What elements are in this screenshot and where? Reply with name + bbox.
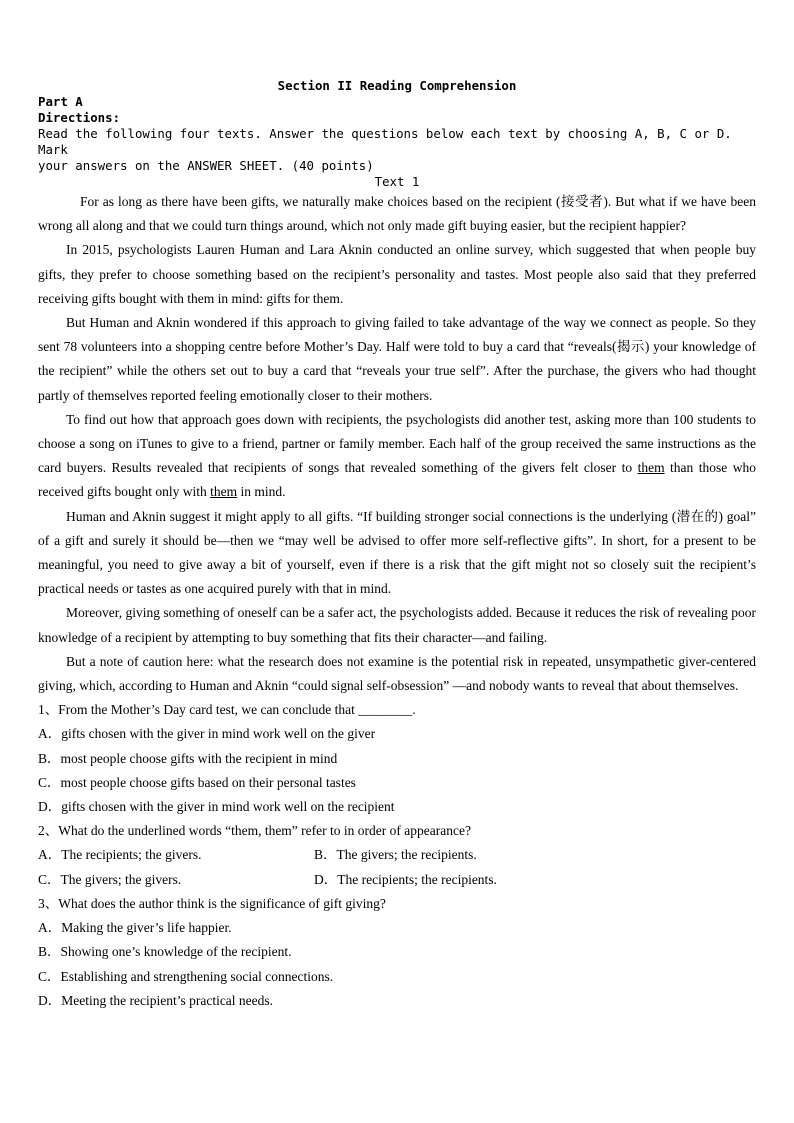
underlined-word: them (637, 460, 665, 476)
section-title: Section II Reading Comprehension (277, 78, 517, 93)
paragraph: Moreover, giving something of oneself can be a safer act, the psychologists added. Because it reduces the risk of revealing poor knowledge of a recipient by attempting to buy something that fits their character—and failing. (38, 605, 756, 645)
underlined-word: them (210, 484, 238, 500)
option-c: C．most people choose gifts based on their personal tastes (38, 774, 356, 790)
option-d: D．Meeting the recipient’s practical needs. (38, 992, 274, 1008)
option-row (38, 868, 756, 892)
paragraph: In 2015, psychologists Lauren Human and Lara Aknin conducted an online survey, which suggested that when people buy gifts, they prefer to choose something based on the recipient’s personality and tastes. Most people also said that they preferred receiving gifts bought with them in mind: gifts for them. (38, 242, 756, 306)
question-stem: 2、What do the underlined words “them, them” refer to in order of appearance? (38, 823, 471, 839)
directions-line-1: Read the following four texts. Answer the questions below each text by choosing A, B, C or D. Mark (38, 126, 732, 157)
question-2 (38, 819, 756, 892)
option-d: D．gifts chosen with the giver in mind work well on the recipient (38, 799, 395, 815)
option-c: C．The givers; the givers. (38, 871, 182, 887)
paragraph-text: To find out how that approach goes down with recipients, the psychologists did another test, asking more than 100 students to choose a song on iTunes to give to a friend, partner or family member. Each half of the group received the same instructions as the card buyers. Results revealed that recipients of songs that revealed something of the givers felt closer to (38, 411, 756, 476)
option-a: A．Making the giver’s life happier. (38, 920, 232, 936)
option-a: A．gifts chosen with the giver in mind work well on the giver (38, 726, 376, 742)
directions-line-2: your answers on the ANSWER SHEET. (40 points) (38, 158, 374, 173)
paragraph: Human and Aknin suggest it might apply to all gifts. “If building stronger social connections is the underlying (潜在的) goal” of a gift and surely it should be—then we “may well be advised to offer more self-reflective gifts”. In short, for a present to be meaningful, you need to give away a bit of yourself, even if there is a risk that the gift might not so closely suit the recipient’s practical needs or tastes as one acquired purely with that in mind. (38, 508, 756, 597)
option-b: B．The givers; the recipients. (314, 847, 477, 863)
paragraph (38, 408, 756, 505)
question-stem: 3、What does the author think is the significance of gift giving? (38, 895, 386, 911)
document-page (38, 78, 756, 1013)
option-row (38, 843, 756, 867)
part-label: Part A (38, 94, 83, 109)
passage (38, 190, 756, 1013)
option-c: C．Establishing and strengthening social connections. (38, 968, 334, 984)
option-b: B．most people choose gifts with the recipient in mind (38, 750, 338, 766)
paragraph-text: in mind. (237, 484, 286, 500)
directions-label: Directions: (38, 110, 121, 125)
paragraph-text: than those who received gifts bought only with (38, 460, 756, 500)
question-3 (38, 892, 756, 1013)
option-d: D．The recipients; the recipients. (314, 871, 497, 887)
question-stem: 1、From the Mother’s Day card test, we can conclude that ________. (38, 702, 416, 718)
option-b: B．Showing one’s knowledge of the recipient. (38, 944, 292, 960)
option-a: A．The recipients; the givers. (38, 847, 202, 863)
paragraph: But Human and Aknin wondered if this approach to giving failed to take advantage of the way we connect as people. So they sent 78 volunteers into a shopping centre before Mother’s Day. Half were told to buy a card that “reveals(揭示) your knowledge of the recipient” while the others set out to buy a card that “reveals your true self”. After the purchase, the givers who had thought partly of themselves reported feeling emotionally closer to their mothers. (38, 315, 756, 403)
question-1 (38, 698, 756, 819)
paragraph: But a note of caution here: what the research does not examine is the potential risk in repeated, unsympathetic giver-centered giving, which, according to Human and Aknin “could signal self-obsession” —and nobody wants to reveal that about themselves. (38, 653, 756, 694)
text-title: Text 1 (374, 174, 420, 189)
paragraph: For as long as there have been gifts, we naturally make choices based on the recipient (接受者). But what if we have been wrong all along and that we could turn things around, which not only made gift buying easier, but the recipient happier? (38, 194, 756, 234)
